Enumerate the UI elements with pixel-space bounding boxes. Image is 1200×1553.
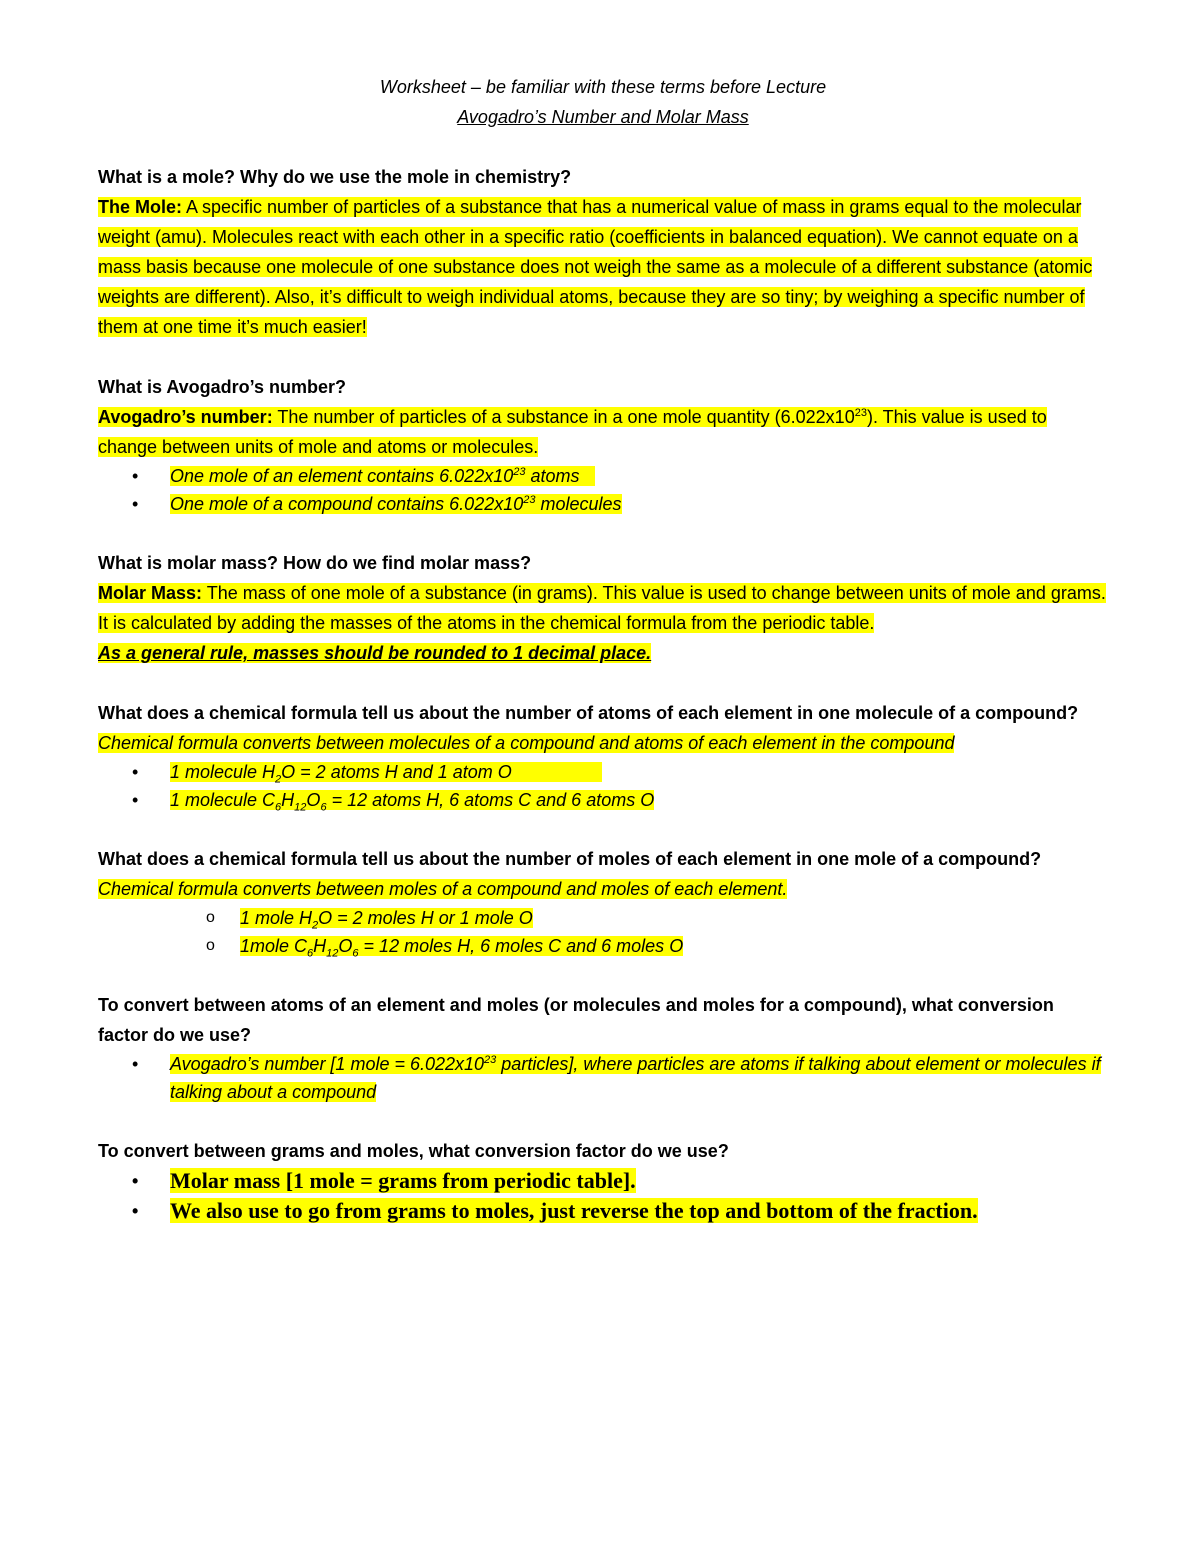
question-formula-atoms: What does a chemical formula tell us about the number of atoms of each element in one molecule of a compound? xyxy=(98,703,1079,723)
term-molar-mass: Molar Mass: xyxy=(98,583,203,603)
list-item: • One mole of an element contains $6.022x10^{23}$ atoms xyxy=(98,462,1108,490)
atoms-moles-bullets xyxy=(98,1050,1108,1106)
avogadro-bullets xyxy=(98,462,1108,518)
definition-mole: A specific number of particles of a substance that has a numerical value of mass in grams equal to the molecular weight (amu). Molecules react with each other in a specific ratio (coefficients in balanced equation). We cannot equate on a mass basis because one molecule of one substance does not weigh the same as a molecule of a different substance (atomic weights are different). Also, it’s difficult to weigh individual atoms, because they are so tiny; by weighing a specific number of them at one time it’s much easier! xyxy=(98,197,1093,337)
list-item: • We also use to go from grams to moles, just reverse the top and bottom of the fraction. xyxy=(98,1196,1108,1226)
question-atoms-moles: To convert between atoms of an element and moles (or molecules and moles for a compound), what conversion factor do we use? xyxy=(98,995,1054,1045)
list-item: • Avogadro’s number [1 mole = $6.022x10^{23}$ particles], where particles are atoms if talking about element or molecules if talking about a compound xyxy=(98,1050,1108,1106)
formula-atoms-bullets xyxy=(98,758,1108,814)
answer-formula-atoms: Chemical formula converts between molecules of a compound and atoms of each element in the compound xyxy=(98,733,955,753)
bullet-icon: • xyxy=(132,762,139,782)
question-grams-moles: To convert between grams and moles, what conversion factor do we use? xyxy=(98,1141,729,1161)
question-mole: What is a mole? Why do we use the mole in chemistry? xyxy=(98,167,572,187)
list-item: • One mole of a compound contains $6.022x10^{23}$ molecules xyxy=(98,490,1108,518)
list-item: o 1 mole $H_2O = 2$ moles H or 1 mole O xyxy=(98,904,1108,932)
bullet-icon: • xyxy=(132,1171,139,1191)
bullet-icon: • xyxy=(132,466,139,486)
worksheet-page xyxy=(98,72,1108,1226)
list-item: • Molar mass [1 mole = grams from periodic table]. xyxy=(98,1166,1108,1196)
grams-moles-bullets xyxy=(98,1166,1108,1226)
bullet-icon: • xyxy=(132,790,139,810)
circle-bullet-icon: o xyxy=(206,909,215,926)
rounding-rule: As a general rule, masses should be rounded to 1 decimal place. xyxy=(98,643,652,663)
answer-molar-mass: Molar Mass: The mass of one mole of a substance (in grams). This value is used to change between units of mole and grams. It is calculated by adding the masses of the atoms in the chemical formula from the periodic table. xyxy=(98,583,1106,633)
question-avogadro: What is Avogadro’s number? xyxy=(98,377,347,397)
bullet-icon: • xyxy=(132,1054,139,1074)
list-item: o 1mole $C_6H_{12}O_6 = 12$ moles H, 6 moles C and 6 moles O xyxy=(98,932,1108,960)
formula-moles-bullets xyxy=(98,904,1108,960)
answer-mole xyxy=(98,192,1108,342)
list-item: • 1 molecule $H_2O = 2$ atoms H and 1 atom O xyxy=(98,758,1108,786)
question-molar-mass: What is molar mass? How do we find molar mass? xyxy=(98,553,532,573)
bullet-icon: • xyxy=(132,494,139,514)
answer-formula-moles: Chemical formula converts between moles of a compound and moles of each element. xyxy=(98,879,788,899)
circle-bullet-icon: o xyxy=(206,937,215,954)
question-formula-moles: What does a chemical formula tell us about the number of moles of each element in one mole of a compound? xyxy=(98,849,1042,869)
list-item: • 1 molecule $C_6H_{12}O_6 = 12$ atoms H, 6 atoms C and 6 atoms O xyxy=(98,786,1108,814)
worksheet-title: Worksheet – be familiar with these terms before Lecture xyxy=(379,77,827,97)
term-mole: The Mole: xyxy=(98,197,182,217)
term-avogadro: Avogadro’s number: xyxy=(98,407,273,427)
worksheet-subtitle: Avogadro’s Number and Molar Mass xyxy=(457,107,749,127)
bullet-icon: • xyxy=(132,1201,139,1221)
answer-avogadro: Avogadro’s number: The number of particles of a substance in a one mole quantity $(6.022x10^{23})$. This value is used to change between units of mole and atoms or molecules. xyxy=(98,407,1047,457)
